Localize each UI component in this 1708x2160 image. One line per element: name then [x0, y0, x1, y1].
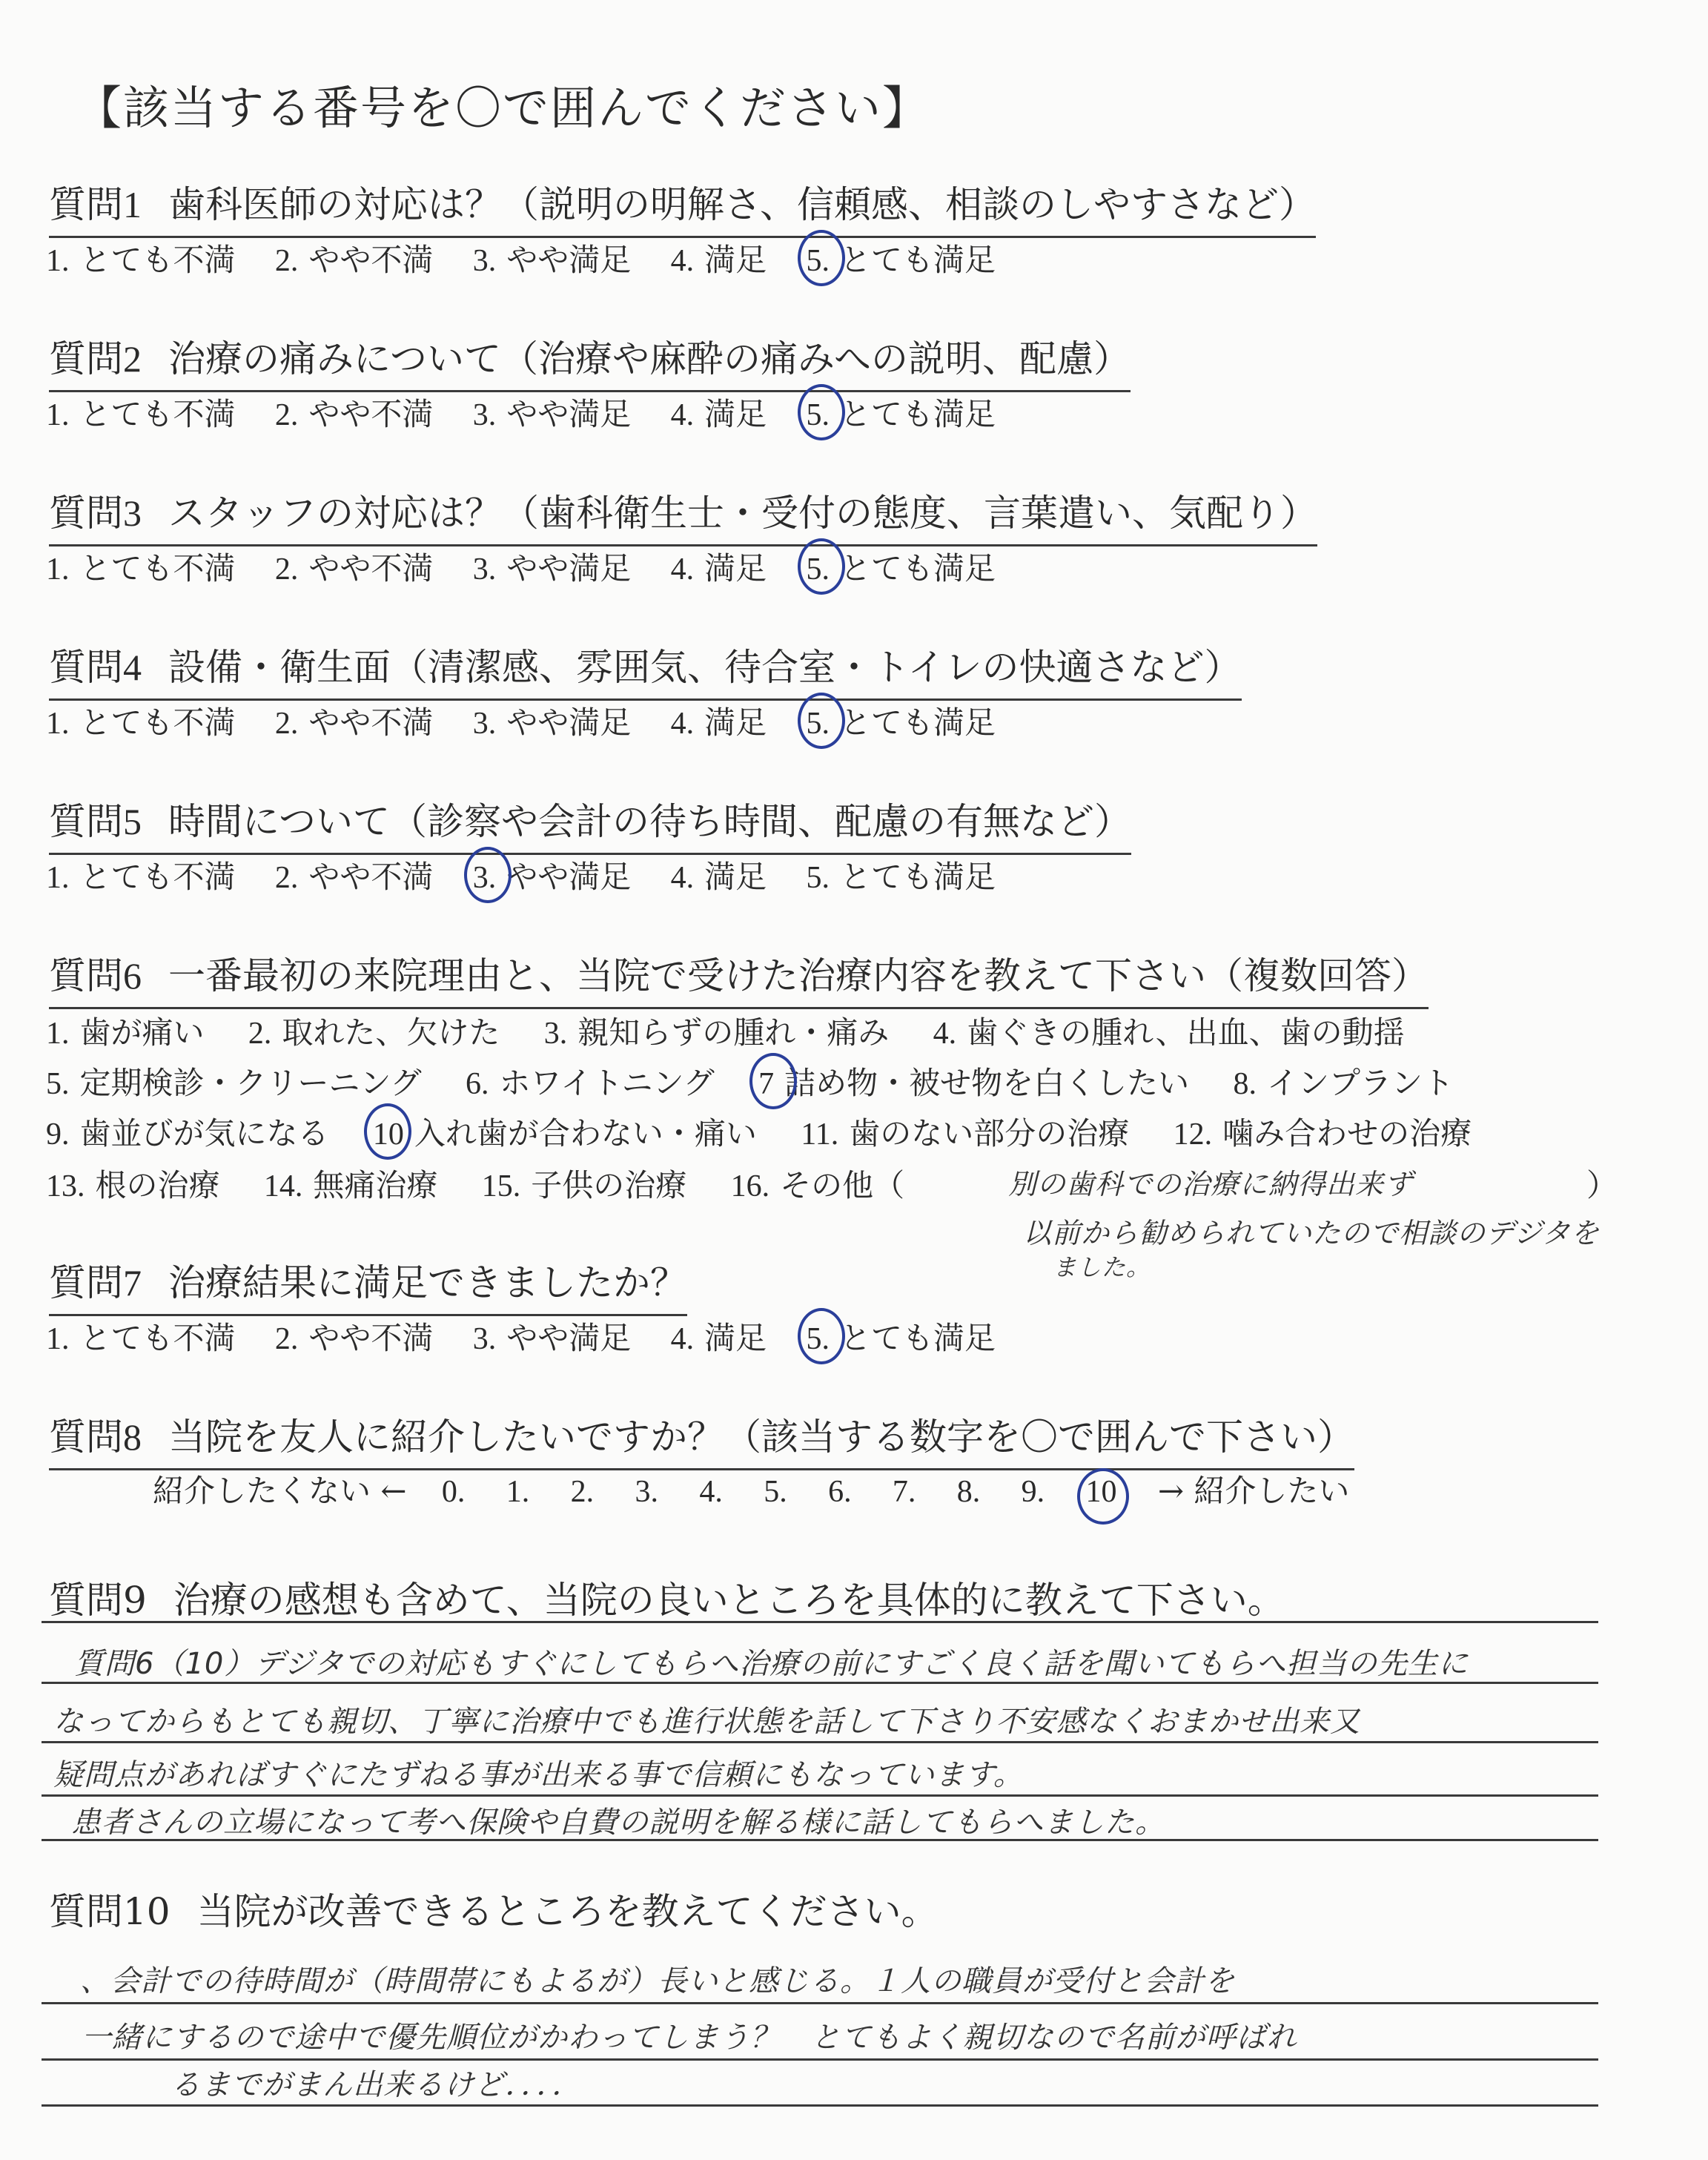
question-5-heading	[49, 792, 1131, 855]
scale-0[interactable]: 0.	[441, 1475, 466, 1509]
option-3[interactable]: 3. やや満足	[472, 396, 632, 432]
q6-option-5[interactable]: 5. 定期検診・クリーニング	[46, 1065, 422, 1101]
option-2[interactable]: 2. やや不満	[274, 704, 434, 741]
option-3[interactable]: 3. やや満足	[472, 242, 632, 278]
answer-line	[42, 1794, 1598, 1797]
q6-other-note-line-1: 別の歯科での治療に納得出来ず	[1008, 1168, 1414, 1200]
question-number: 質問10	[49, 1890, 171, 1933]
scale-1[interactable]: 1.	[506, 1475, 530, 1509]
question-1-options	[46, 236, 1025, 280]
question-9-heading	[49, 1571, 1285, 1624]
option-1[interactable]: 1. とても不満	[46, 859, 236, 895]
scale-right-label: → 紹介したい	[1157, 1473, 1350, 1509]
option-5-selected[interactable]: 5. とても満足	[806, 396, 996, 432]
q9-answer-line-2: なってからもとても親切、丁寧に治療中でも進行状態を話して下さり不安感なくおまかせ出来又	[53, 1705, 1360, 1739]
question-4-options	[46, 698, 1025, 743]
scale-7[interactable]: 7.	[892, 1475, 916, 1509]
q10-answer-line-3: るまでがまん出来るけど．．．．	[171, 2068, 582, 2102]
question-8-heading	[49, 1407, 1354, 1470]
question-1-heading	[49, 175, 1316, 238]
question-number: 質問7	[49, 1262, 142, 1304]
option-3[interactable]: 3. やや満足	[472, 704, 632, 741]
question-3-options	[46, 544, 1025, 589]
question-6-heading	[49, 946, 1429, 1009]
scale-2[interactable]: 2.	[570, 1475, 595, 1509]
question-text: 設備・衛生面（清潔感、雰囲気、待合室・トイレの快適さなど）	[168, 646, 1242, 689]
option-1[interactable]: 1. とても不満	[46, 396, 236, 432]
q6-option-15[interactable]: 15. 子供の治療	[481, 1167, 687, 1203]
option-1[interactable]: 1. とても不満	[46, 1320, 236, 1356]
q6-option-8[interactable]: 8. インプラント	[1233, 1065, 1454, 1101]
q6-option-6[interactable]: 6. ホワイトニング	[466, 1065, 715, 1101]
question-text: スタッフの対応は？（歯科衛生士・受付の態度、言葉遣い、気配り）	[168, 492, 1317, 535]
question-number: 質問8	[49, 1416, 142, 1458]
question-number: 質問3	[49, 492, 142, 534]
question-2-options	[46, 390, 1025, 435]
option-5-selected[interactable]: 5. とても満足	[806, 1320, 996, 1356]
question-text: 治療結果に満足できましたか？	[168, 1261, 687, 1304]
q6-other-close-paren: ）	[1586, 1167, 1618, 1203]
option-4[interactable]: 4. 満足	[670, 704, 767, 741]
q6-option-12[interactable]: 12. 噛み合わせの治療	[1173, 1115, 1472, 1152]
option-1[interactable]: 1. とても不満	[46, 242, 236, 278]
scale-10-selected[interactable]: 10	[1085, 1475, 1117, 1509]
q6-option-11[interactable]: 11. 歯のない部分の治療	[801, 1115, 1130, 1152]
option-5-selected[interactable]: 5. とても満足	[806, 704, 996, 741]
question-number: 質問1	[49, 184, 142, 225]
q6-option-7-selected[interactable]: 7 詰め物・被せ物を白くしたい	[758, 1065, 1190, 1101]
option-2[interactable]: 2. やや不満	[274, 1320, 434, 1356]
q6-options-row-2	[46, 1059, 1488, 1103]
option-4[interactable]: 4. 満足	[670, 1320, 767, 1356]
answer-line	[42, 2104, 1598, 2107]
q6-options-row-4	[46, 1161, 939, 1206]
option-2[interactable]: 2. やや不満	[274, 859, 434, 895]
question-4-heading	[49, 638, 1242, 701]
option-5-selected[interactable]: 5. とても満足	[806, 242, 996, 278]
question-7-options	[46, 1314, 1025, 1358]
option-4[interactable]: 4. 満足	[670, 859, 767, 895]
q6-other-note-line-2: 以前から勧められていたので相談のデジタを	[1023, 1217, 1600, 1249]
scale-3[interactable]: 3.	[635, 1475, 658, 1509]
scale-5[interactable]: 5.	[764, 1475, 787, 1509]
question-text: 時間について（診察や会計の待ち時間、配慮の有無など）	[168, 800, 1131, 843]
q6-option-13[interactable]: 13. 根の治療	[46, 1167, 220, 1203]
q6-options-row-1	[46, 1008, 1439, 1053]
question-5-options	[46, 853, 1025, 897]
option-3-selected[interactable]: 3. やや満足	[472, 859, 632, 895]
option-4[interactable]: 4. 満足	[670, 396, 767, 432]
q6-option-9[interactable]: 9. 歯並びが気になる	[46, 1115, 329, 1152]
scale-8[interactable]: 8.	[956, 1475, 981, 1509]
q6-option-3[interactable]: 3. 親知らずの腫れ・痛み	[543, 1014, 890, 1051]
question-text: 当院を友人に紹介したいですか？（該当する数字を〇で囲んで下さい）	[168, 1416, 1354, 1459]
scale-4[interactable]: 4.	[699, 1475, 723, 1509]
option-1[interactable]: 1. とても不満	[46, 704, 236, 741]
option-2[interactable]: 2. やや不満	[274, 396, 434, 432]
question-2-heading	[49, 329, 1131, 392]
question-number: 質問2	[49, 338, 142, 380]
option-1[interactable]: 1. とても不満	[46, 550, 236, 587]
question-text: 治療の痛みについて（治療や麻酔の痛みへの説明、配慮）	[168, 337, 1131, 380]
q6-option-14[interactable]: 14. 無痛治療	[263, 1167, 438, 1203]
q6-option-4[interactable]: 4. 歯ぐきの腫れ、出血、歯の動揺	[933, 1014, 1405, 1051]
q10-answer-line-2: 一緒にするので途中で優先順位がかわってしまう？ とてもよく親切なので名前が呼ばれ	[82, 2021, 1297, 2055]
answer-line	[42, 1621, 1598, 1623]
question-text: 当院が改善できるところを教えてください。	[196, 1890, 939, 1933]
option-2[interactable]: 2. やや不満	[274, 242, 434, 278]
option-3[interactable]: 3. やや満足	[472, 550, 632, 587]
q10-answer-line-1: 、会計での待時間が（時間帯にもよるが）長いと感じる。１人の職員が受付と会計を	[80, 1964, 1235, 1998]
q6-other-note-line-3: ました。	[1053, 1253, 1151, 1281]
question-number: 質問6	[49, 955, 142, 997]
page-title: 【該当する番号を〇で囲んでください】	[76, 81, 930, 135]
option-5[interactable]: 5. とても満足	[806, 859, 996, 895]
option-4[interactable]: 4. 満足	[670, 550, 767, 587]
scale-9[interactable]: 9.	[1021, 1475, 1045, 1509]
question-number: 質問9	[49, 1579, 147, 1622]
q6-option-10-selected[interactable]: 10 入れ歯が合わない・痛い	[372, 1115, 757, 1152]
question-number: 質問5	[49, 801, 142, 842]
question-text: 治療の感想も含めて、当院の良いところを具体的に教えて下さい。	[173, 1579, 1285, 1622]
option-5-selected[interactable]: 5. とても満足	[806, 550, 996, 587]
question-text: 一番最初の来院理由と、当院で受けた治療内容を教えて下さい（複数回答）	[168, 954, 1429, 997]
q9-answer-line-4: 患者さんの立場になって考へ保険や自費の説明を解る様に話してもらへました。	[71, 1806, 1165, 1840]
question-text: 歯科医師の対応は？（説明の明解さ、信頼感、相談のしやすさなど）	[168, 183, 1316, 226]
recommend-scale	[153, 1467, 1374, 1511]
scale-left-label: 紹介したくない ←	[153, 1473, 407, 1509]
question-3-heading	[49, 483, 1317, 546]
q6-option-2[interactable]: 2. 取れた、欠けた	[248, 1014, 500, 1051]
option-3[interactable]: 3. やや満足	[472, 1320, 632, 1356]
scale-6[interactable]: 6.	[828, 1475, 852, 1509]
q6-option-1[interactable]: 1. 歯が痛い	[46, 1014, 205, 1051]
option-4[interactable]: 4. 満足	[670, 242, 767, 278]
q6-option-16-other[interactable]: 16. その他（	[730, 1167, 905, 1203]
question-7-heading	[49, 1253, 687, 1316]
question-10-heading	[49, 1882, 939, 1935]
answer-line	[42, 2002, 1598, 2004]
question-number: 質問4	[49, 647, 142, 688]
option-2[interactable]: 2. やや不満	[274, 550, 434, 587]
q9-answer-line-1: 質問6（10）デジタでの対応もすぐにしてもらへ治療の前にすごく良く話を聞いてもらへ担当の先生に	[74, 1647, 1469, 1681]
answer-line	[42, 2058, 1598, 2061]
q9-answer-line-3: 疑問点があればすぐにたずねる事が出来る事で信頼にもなっています。	[53, 1758, 1024, 1792]
q6-options-row-3	[46, 1109, 1506, 1154]
answer-line	[42, 1741, 1598, 1743]
